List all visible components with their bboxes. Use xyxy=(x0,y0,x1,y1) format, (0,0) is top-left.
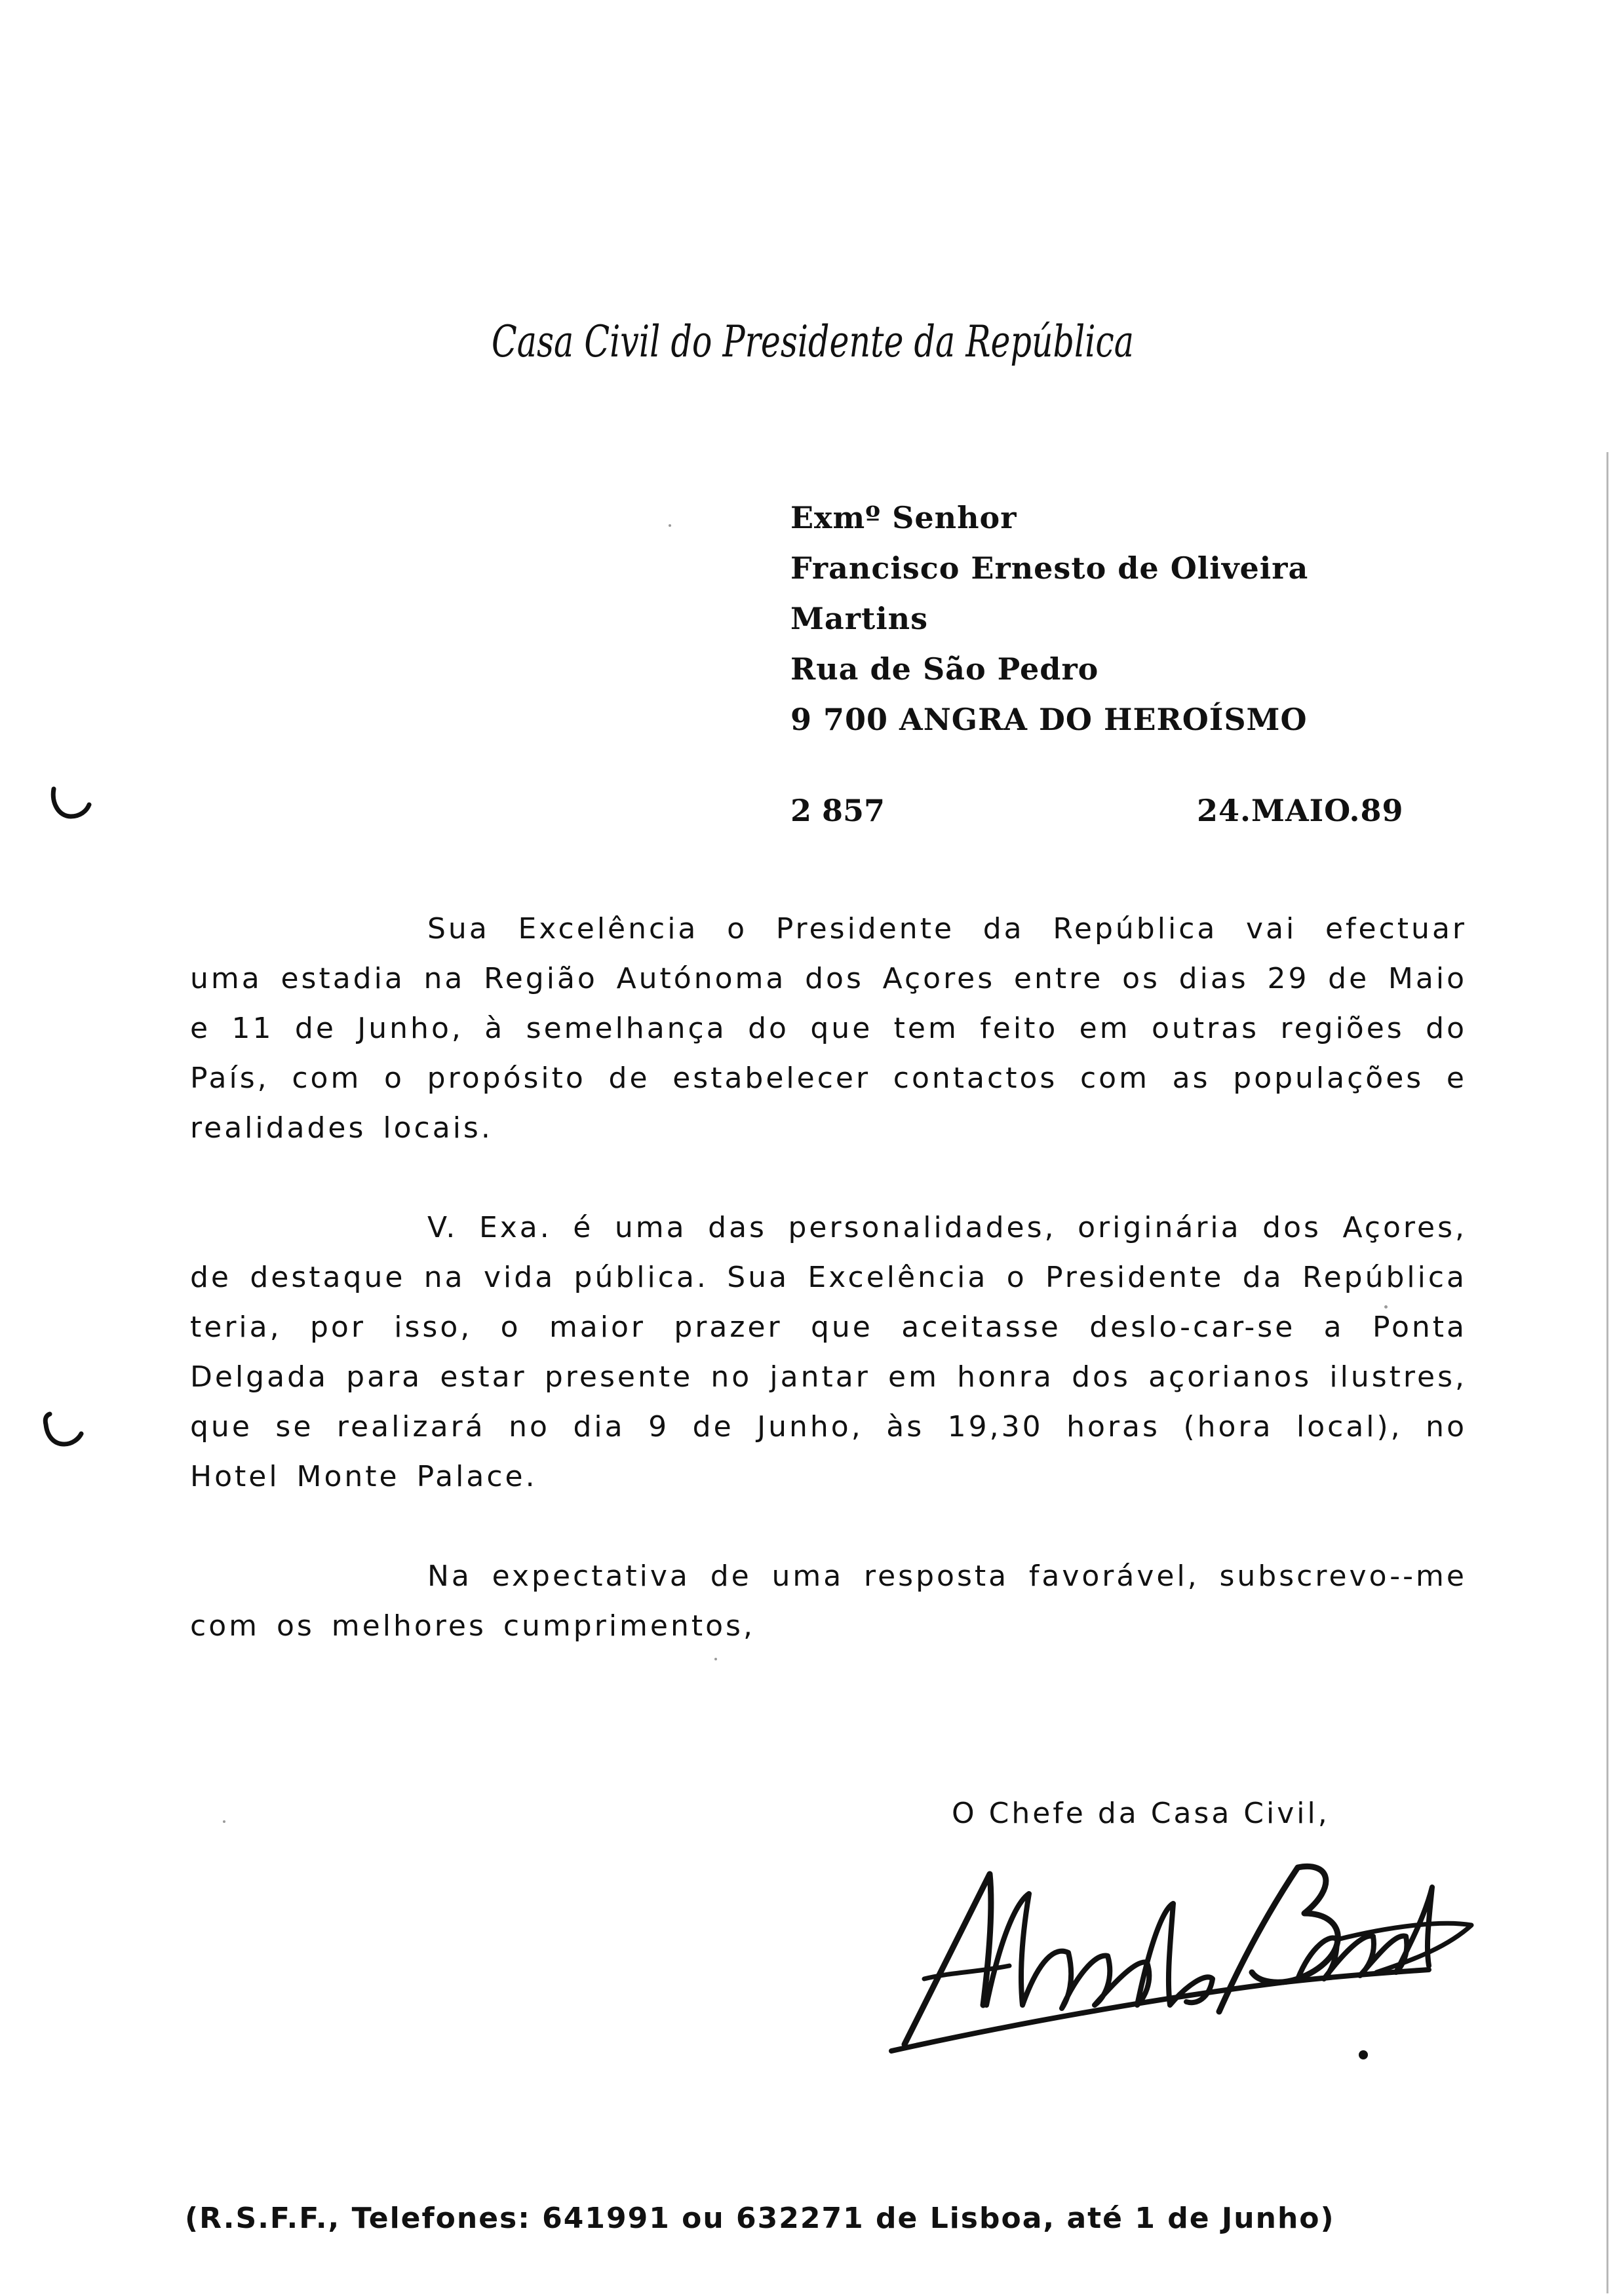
recipient-line-salutation: Exmº Senhor xyxy=(790,500,1017,535)
letterhead xyxy=(485,301,1140,380)
scan-speck xyxy=(714,1658,717,1660)
scan-edge-line xyxy=(1606,452,1608,2293)
body-paragraph-2: V. Exa. é uma das personalidades, originária dos Açores, de destaque na vida pública. Sua Excelência o Presidente da República teria, por isso, o maior prazer que aceitasse deslo-car-se a Ponta Delgada para estar presente no jantar em honra dos açorianos ilustres, que se realizará no dia 9 de Junho, às 19,30 horas (hora local), no Hotel Monte Palace. xyxy=(190,1211,1467,1493)
scan-speck xyxy=(223,1820,225,1823)
recipient-address xyxy=(790,493,1308,745)
letterhead-text: Casa Civil do Presidente da República xyxy=(492,316,1134,367)
punch-hole-icon xyxy=(47,784,93,823)
punch-hole-icon xyxy=(39,1410,85,1449)
scan-speck xyxy=(669,524,671,527)
recipient-line-surname: Martins xyxy=(790,601,929,636)
recipient-line-city: 9 700 ANGRA DO HEROÍSMO xyxy=(790,702,1308,737)
recipient-line-name: Francisco Ernesto de Oliveira xyxy=(790,550,1309,586)
reference-number: 2 857 xyxy=(790,793,885,828)
scan-speck xyxy=(1384,1305,1388,1309)
letter-date: 24.MAIO.89 xyxy=(1197,793,1404,828)
body-paragraph-3: Na expectativa de uma resposta favorável, subscrevo--me com os melhores cumprimentos, xyxy=(190,1559,1467,1643)
recipient-line-street: Rua de São Pedro xyxy=(790,651,1099,687)
body-paragraph-1: Sua Excelência o Presidente da República vai efectuar uma estadia na Região Autónoma dos Açores entre os dias 29 de Maio e 11 de Junho, à semelhança do que tem feito em outras regiões do País, com o propósito de estabelecer contactos com as populações e realidades locais. xyxy=(190,912,1467,1145)
footer-note: (R.S.F.F., Telefones: 641991 ou 632271 de Lisboa, até 1 de Junho) xyxy=(185,2202,1335,2235)
closing-title: O Chefe da Casa Civil, xyxy=(952,1797,1330,1830)
handwritten-signature-icon xyxy=(878,1848,1481,2064)
letterhead-script-icon xyxy=(485,301,1140,380)
signature xyxy=(878,1848,1481,2064)
